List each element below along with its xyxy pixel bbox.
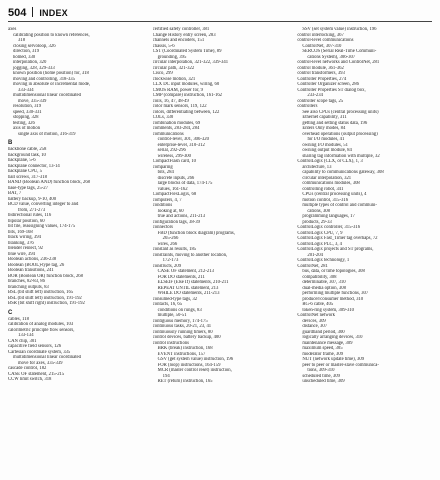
index-entry: tions, 309-310 xyxy=(307,368,335,373)
index-entry: owning output module, 84 xyxy=(302,148,352,153)
index-entry: control-level, 301, 306-320 xyxy=(157,137,209,142)
index-entry: ControlLogix (CLX, or CLX), 1, 3 xyxy=(297,159,363,164)
index-entry: circular path, 321-322 xyxy=(152,65,195,71)
index-entry: comparing xyxy=(152,164,173,170)
index-entry: speed, 330-331 xyxy=(13,109,42,115)
index-entry: enterprise-level, 310-312 xyxy=(157,142,205,148)
index-entry: Ethernet capability, 311 xyxy=(302,115,347,120)
index-entry: products, 29-33 xyxy=(302,219,332,225)
index-entry: multiple, 50-51 xyxy=(157,313,187,318)
index-column-2 xyxy=(153,27,288,474)
index-entry: values, 161-162 xyxy=(157,186,188,192)
index-entry: scheduled time, 309 xyxy=(302,373,340,379)
index-entry: ControlLogix PLC, 3, 4 xyxy=(297,241,343,247)
index-entry: Boolean actions, 236-238 xyxy=(8,257,57,262)
index-entry: colors, differentiating between, 122 xyxy=(152,109,220,115)
index-entry: wires, 266 xyxy=(157,241,178,247)
index-letter-heading: C xyxy=(8,309,13,316)
index-entry: EVENT instructions, 157 xyxy=(157,351,206,357)
index-entry: moving in absolute or incremental mode, xyxy=(13,82,91,87)
index-entry: token-ring system, 309-310 xyxy=(302,307,355,313)
index-entry: 318 xyxy=(18,38,26,43)
index-entry: dual-media option, 308 xyxy=(302,285,346,291)
index-entry: Boolean (BOOL)-type tag, 26 xyxy=(8,262,65,268)
index-entry: coils, 16, 47, 48-49 xyxy=(152,98,189,104)
index-entry: BRK (break) instruction, 168 xyxy=(157,346,213,351)
index-entry: constraints, moving to another location, xyxy=(152,252,228,258)
index-entry: control devices, battery backup, 400 xyxy=(152,335,221,340)
index-entry: backplane CPU, 5 xyxy=(8,169,42,174)
index-entry: 194 xyxy=(162,373,170,379)
index-entry: peer to peer or master-slave communica- xyxy=(302,362,379,368)
index-letter-heading: B xyxy=(8,140,13,146)
index-entry: FOR DO statements, 211 xyxy=(157,274,205,280)
index-entry: logically arranging devices, 310 xyxy=(302,335,363,340)
index-entry: CASE OF statement, 212-213 xyxy=(157,269,214,274)
index-entry: bit file, reassigning values, 174-175 xyxy=(8,224,76,229)
index-entry: determinable, 307, 310 xyxy=(302,280,346,285)
index-entry: contiguous memory, 174-175 xyxy=(152,318,208,324)
index-entry: cations System), 306-307 xyxy=(307,54,356,60)
index-entry: motion control, 315-316 xyxy=(302,197,349,203)
index-entry: bus, data, or time topologies, 308 xyxy=(302,269,365,274)
index-entry: bits, 169-168 xyxy=(8,229,33,235)
index-entry: backplane connector, 13-14 xyxy=(8,163,60,169)
index-entry: battery backup, 9-10, 400 xyxy=(8,196,57,202)
index-entry: conditions on rungs, 83 xyxy=(157,307,202,313)
index-entry: closing servoloop, 326 xyxy=(13,43,56,49)
index-entry: 233-234 xyxy=(307,93,323,98)
index-entry: testing, 326 xyxy=(13,120,35,126)
index-entry: BAT, 7 xyxy=(8,191,22,196)
index-entry: looking at, 60 xyxy=(157,208,184,214)
index-entry: channels and encoders, 151 xyxy=(152,38,205,43)
index-entry: large blocks of data, 174-175 xyxy=(157,181,213,186)
index-entry: BSR (bit shift right) instruction, 191-192 xyxy=(8,301,85,306)
index-entry: bidirectional rules, 116 xyxy=(8,213,52,218)
index-entry: owning I/O modules, 51 xyxy=(302,142,348,148)
index-entry: getting and setting status data, 196 xyxy=(302,120,368,126)
index-entry: background task, 10 xyxy=(8,152,46,158)
index-entry: maintenance message, 309 xyxy=(302,340,353,346)
index-entry: ControlLogix Fast_Timer tag overhaps, 72 xyxy=(297,236,378,241)
index-entry: SSV (set system value) instruction, 196 xyxy=(302,27,377,32)
index-entry: 133-134 xyxy=(18,333,34,338)
index-entry: from, 271-273 xyxy=(18,207,46,213)
index-entry: Enters Only modes, 84 xyxy=(302,126,346,131)
index-entry: ELSEIF (Else If) statements, 210-211 xyxy=(157,280,229,285)
index-entry: computers, 4, 7 xyxy=(152,197,182,203)
index-entry: single axis of motion, 316-319 xyxy=(18,131,76,137)
index-entry: ControlLogix CPU, 7, 9 xyxy=(297,230,343,236)
index-entry: CCW limit switch, 318 xyxy=(8,377,52,382)
index-entry: CASE OF statement, 215-215 xyxy=(8,371,65,377)
index-entry: homed, 330 xyxy=(13,54,36,60)
index-entry: grounding, 395 xyxy=(157,54,187,60)
index-entry: branches, 82-83, 86 xyxy=(8,279,45,284)
index-entry: known position (home position) for, 318 xyxy=(13,71,89,76)
index-entry: constant as results, 185 xyxy=(152,247,197,252)
index-entry: Change History entry screen, 283 xyxy=(152,32,216,38)
index-entry: control module, 361-362 xyxy=(297,65,344,71)
index-entry: ControlNet, 307-310 xyxy=(302,43,342,49)
index-entry: blue wire, 394 xyxy=(8,251,35,257)
index-entry: conditions xyxy=(152,203,173,208)
index-entry: unscheduled time, 309 xyxy=(302,379,345,384)
index-entry: control-level networks and ControlNet, 281 xyxy=(297,60,380,65)
index-entry: REPEAT UNTIL statement, 213 xyxy=(157,285,219,291)
index-entry: Boolean transitions, 241 xyxy=(8,268,54,273)
index-entry: COLs, 330 xyxy=(152,115,174,120)
index-entry: moving and controlling, 318-335 xyxy=(13,76,75,82)
index-entry: sharing tag information with multiple, 32 xyxy=(302,153,380,159)
index-entry: circular interpolation, 321 xyxy=(302,175,352,181)
index-entry: capacitive field sensors, 126 xyxy=(8,344,62,349)
index-entry: SERCOS (Serial Real-Time Communi- xyxy=(302,49,377,54)
index-entry: control instructions xyxy=(152,340,189,346)
index-entry: maximum speed, 305 xyxy=(302,346,343,351)
index-entry: GSV (get system value) instruction, 196 xyxy=(157,357,234,362)
index-entry: multidimensional linear coordinated xyxy=(13,355,81,360)
index-entry: CMP (compare) instruction, 161-162 xyxy=(152,93,223,98)
index-entry: blanking, 376 xyxy=(8,240,34,246)
index-entry: ControlLogix projects and ST programs, xyxy=(297,247,374,252)
index-entry: control interlocking, 367 xyxy=(297,32,344,38)
index-entry: NUT (network update time), 309 xyxy=(302,357,365,362)
index-entry: axis of motion xyxy=(13,126,41,131)
index-entry: CPUs (central processing units), 4 xyxy=(302,192,367,197)
index-entry: BSL (bit shift left) instruction, 165 xyxy=(8,290,74,295)
page-title: INDEX xyxy=(39,8,68,18)
index-entry: CompactFlexLogix, 68 xyxy=(152,192,197,197)
page-number: 504 xyxy=(8,7,27,19)
index-entry: blender renlect, 92 xyxy=(8,246,44,251)
index-column-3 xyxy=(297,27,432,474)
index-entry: BOR (Boolean OR) function block, 268 xyxy=(8,273,83,279)
index-entry: control-level communications xyxy=(297,38,354,43)
index-entry: overhead operations (output processing) xyxy=(302,131,378,137)
index-entry: jogging, 328, 329-333 xyxy=(13,65,55,71)
index-entry: axes xyxy=(8,27,17,32)
index-entry: 333-334 xyxy=(18,87,34,93)
index-entry: consumed-type tags, 32 xyxy=(152,296,198,302)
index-entry: ball screws, 317-318 xyxy=(8,174,47,180)
index-entry: comments, 283-284, 284 xyxy=(152,126,200,131)
index-entry: combination modules, 69 xyxy=(152,120,201,126)
index-columns xyxy=(8,27,432,474)
index-entry: circular interpolation, 321-322, 339-341 xyxy=(152,60,229,65)
index-entry: producer/consumer method, 310 xyxy=(302,296,364,302)
index-entry: constructs, 209 xyxy=(152,263,182,269)
index-entry: BSL (bit shift left) instruction, 191-192 xyxy=(8,295,82,301)
index-column-1 xyxy=(8,27,143,474)
index-entry: ControlNet network xyxy=(297,313,335,318)
index-entry: configuration tags, 38-39 xyxy=(152,219,200,225)
index-entry: communications modules, 308 xyxy=(302,181,360,186)
index-entry: continuously running timers, 80 xyxy=(152,329,213,335)
index-entry: CST (Coordinated System Time), 89 xyxy=(152,49,222,54)
index-entry: controllers xyxy=(297,104,318,109)
index-entry: devices, 309 xyxy=(302,318,326,324)
index-entry: Controller Organizer screen, 286 xyxy=(297,82,359,87)
index-entry: branching outputs, 83 xyxy=(8,284,49,290)
index-entry: backplane, 5-6 xyxy=(8,158,36,163)
index-entry: distance, 307 xyxy=(302,324,328,329)
index-entry: certified safety controller, 381 xyxy=(152,27,210,32)
index-entry: discrete inputs, 266 xyxy=(157,175,195,181)
index-entry: backbone cable, 258 xyxy=(8,147,47,152)
index-entry: Cisco, 299 xyxy=(152,71,173,76)
index-entry: for I/O modules, 41 xyxy=(307,137,345,142)
page-header xyxy=(8,6,68,22)
index-entry: cascade control, 182 xyxy=(8,366,47,371)
index-entry: controller scope tags, 25 xyxy=(297,98,344,104)
index-entry: capability to communications gateway, 308 xyxy=(302,170,384,175)
index-entry: stopping, 328 xyxy=(13,115,39,120)
index-entry: programming languages, 17 xyxy=(302,214,355,219)
index-entry: See also CPUs (central processing units) xyxy=(302,109,379,115)
index-entry: move for axes, 335-339 xyxy=(18,360,63,366)
index-entry: interpolation, 320 xyxy=(13,60,47,65)
index-entry: wireless, 299-300 xyxy=(157,153,191,159)
index-entry: 172-173 xyxy=(162,258,179,263)
index-entry: direction, 319 xyxy=(13,49,40,54)
index-entry: black wiring, 394 xyxy=(8,235,41,240)
index-entry: CAN chip, 301 xyxy=(8,338,37,344)
index-entry: compatibility, 308 xyxy=(302,274,337,280)
index-entry: calibrating position to known references, xyxy=(13,32,90,38)
index-entry: calorimetric principle flow sensors, xyxy=(8,327,75,333)
index-entry: Cartesian coordinate system, 335 xyxy=(8,349,71,355)
index-entry: RET (return) instruction, 165 xyxy=(157,379,213,384)
index-entry: Controller Properties, 274 xyxy=(297,76,347,82)
index-entry: multidimensional linear coordinated xyxy=(13,93,81,98)
index-entry: FBD (function block diagram) programs, xyxy=(157,230,235,236)
index-entry: move, 335-339 xyxy=(18,98,47,104)
index-entry: WHILE DO statements, 211-213 xyxy=(157,291,220,296)
index-entry: chassis, 5-6 xyxy=(152,43,175,49)
index-entry: serial, 292-296 xyxy=(157,148,186,153)
index-entry: contacts, 16, 65 xyxy=(152,302,183,307)
index-entry: BAND (Boolean AND) function block, 268 xyxy=(8,180,91,185)
index-entry: MCR (master control reset) instruction, xyxy=(157,368,232,373)
index-entry: FOR (loop) instructions, 164-159 xyxy=(157,362,221,368)
index-entry: Controller Properties ST dialog box, xyxy=(297,87,366,93)
index-entry: base-type tags, 25-27 xyxy=(8,185,48,191)
index-entry: architecture, 13 xyxy=(302,164,332,170)
index-entry: color mark sensors, 119, 122 xyxy=(152,104,207,109)
index-entry: RG-6 cable, 405 xyxy=(302,302,334,307)
index-entry: CompactFlash card, 10 xyxy=(152,159,197,164)
index-entry: 201-204 xyxy=(307,252,323,258)
index-entry: control transformers, 393 xyxy=(297,71,345,76)
index-entry: CLX DC input modules, wiring, 60 xyxy=(152,82,220,87)
index-entry: moderator frame, 309 xyxy=(302,351,344,357)
index-entry: cations, 308 xyxy=(307,208,330,214)
index-entry: guardband period, 300 xyxy=(302,329,345,335)
index-entry: controlling robot, 341 xyxy=(302,186,344,192)
header-rule xyxy=(8,21,432,22)
index-entry: multiple types of control and communi- xyxy=(302,203,377,208)
index-entry: connectors xyxy=(152,225,173,230)
index-entry: 265-266 xyxy=(162,236,179,241)
index-entry: ControlNet, 281 xyxy=(297,263,328,269)
index-entry: true and actions, 211-213 xyxy=(157,214,206,219)
index-entry: BCD value, converting integer to and xyxy=(8,202,79,207)
index-entry: ControlLogix technology, 1 xyxy=(297,258,350,263)
index-entry: cables, 118 xyxy=(8,316,29,322)
index-entry: calibration of analog modules, 103 xyxy=(8,322,74,327)
index-entry: resolution, 319 xyxy=(13,104,42,109)
index-entry: performing multiple functions, 307 xyxy=(302,291,369,296)
index-entry: communications xyxy=(152,131,184,137)
index-entry: CMOS RAM, power for, 9 xyxy=(152,87,204,93)
header-separator xyxy=(32,7,33,17)
index-entry: clockwise motion, 321 xyxy=(152,76,196,82)
index-entry: bits, 284 xyxy=(157,170,174,175)
index-entry: ControlLogix controller, 315-316 xyxy=(297,225,361,230)
index-entry: bipolar position, 60 xyxy=(8,218,45,224)
index-entry: continuous tasks, 20-21, 23, 41 xyxy=(152,324,212,329)
